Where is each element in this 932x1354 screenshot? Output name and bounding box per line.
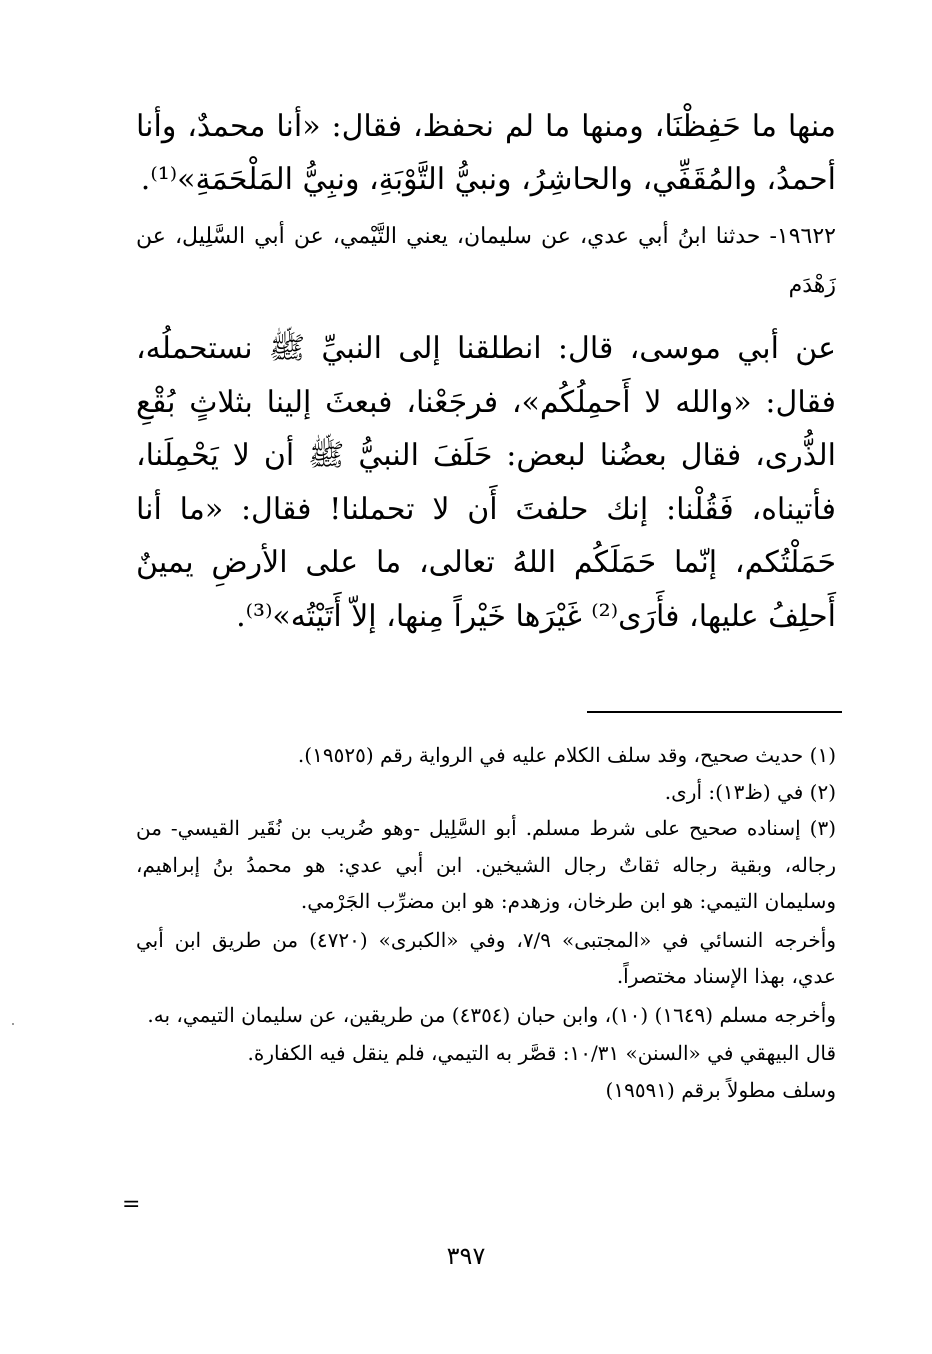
footnote-3-paragraph-5: وسلف مطولاً برقم (١٩٥٩١) bbox=[605, 1077, 836, 1102]
hadith-text-continued: منها ما حَفِظْنَا، ومنها ما لم نحفظ، فقال: «أنا محمدٌ، وأنا أحمدُ، والمُقَفِّي، والحاشِرُ، ونبيُّ التَّوْبَةِ، ونبِيُّ المَلْحَمَةِ»⁽¹⁾. bbox=[136, 109, 836, 197]
hadith-matn: عن أبي موسى، قال: انطلقنا إلى النبيِّ ﷺ نستحملُه، فقال: «والله لا أَحمِلُكُم»، فرجَعْنا، فبعثَ إلينا بثلاثٍ بُقْعِ الذُّرى، فقال بعضُنا لبعض: حَلَفَ النبيُّ ﷺ أن لا يَحْمِلَنا، فأتيناه، فَقُلْنا: إنك حلفتَ أَن لا تحملنا! فقال: «ما أنا حَمَلْتُكم، إنّما حَمَلَكُم اللهُ تعالى، ما على الأرضِ يمينٌ أَحلِفُ عليها، فأَرَى⁽²⁾ غَيْرَها خَيْراً مِنها، إلاّ أَتَيْتُه»⁽³⁾. bbox=[136, 331, 836, 634]
main-text bbox=[136, 100, 836, 643]
page-number: ٣٩٧ bbox=[446, 1242, 486, 1270]
continuation-mark: = bbox=[122, 1192, 141, 1217]
footnote-separator bbox=[587, 711, 842, 713]
footnote-3: (٣) إسناده صحيح على شرط مسلم. أبو السَّلِيل -وهو ضُريب بن نُقَير القيسي- من رجاله، وبقية رجاله ثقاتٌ رجال الشيخين. ابن أبي عدي: هو محمدُ بنُ إبراهيم، وسليمان التيمي: هو ابن طرخان، وزهدم: هو ابن مضرِّب الجَرْمي. bbox=[136, 816, 836, 913]
footnote-2: (٢) في (ظ١٣): أرى. bbox=[664, 779, 836, 804]
footnote-3-paragraph-2: وأخرجه النسائي في «المجتبى» ٧/٩، وفي «الكبرى» (٤٧٢٠) من طريق ابن أبي عدي، بهذا الإسناد مختصراً. bbox=[136, 927, 836, 988]
footnote-1: (١) حديث صحيح، وقد سلف الكلام عليه في الرواية رقم (١٩٥٢٥). bbox=[297, 743, 836, 767]
footnotes bbox=[136, 737, 836, 1108]
footnote-3-paragraph-4: قال البيهقي في «السنن» ١٠/٣١: قصَّر به التيمي، فلم ينقل فيه الكفارة. bbox=[247, 1041, 836, 1065]
hadith-isnad-header: ١٩٦٢٢- حدثنا ابنُ أبي عدي، عن سليمان، يعني التَّيْمي، عن أبي السَّلِيل، عن زَهْدَم bbox=[136, 224, 836, 298]
scan-speck bbox=[12, 1023, 14, 1025]
footnote-3-paragraph-3: وأخرجه مسلم (١٦٤٩) (١٠)، وابن حبان (٤٣٥٤) من طريقين، عن سليمان التيمي، به. bbox=[147, 1002, 836, 1027]
